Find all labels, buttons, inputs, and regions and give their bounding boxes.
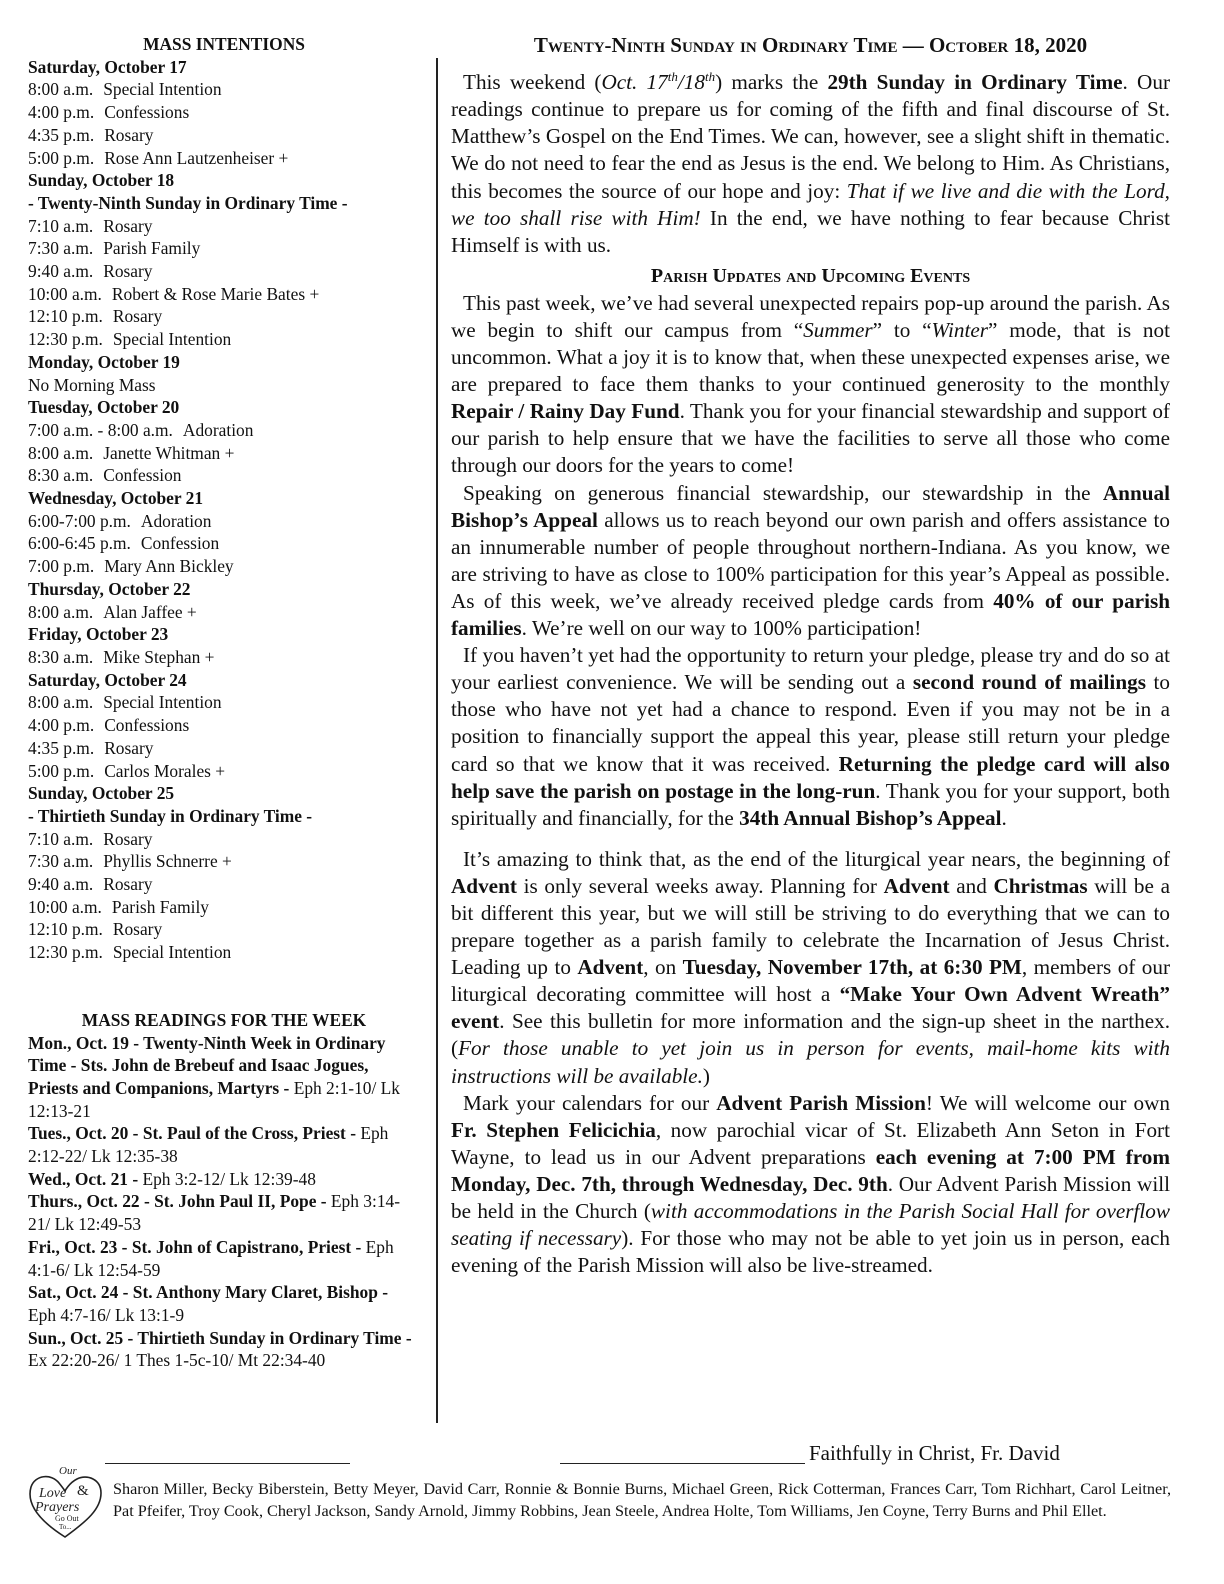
schedule-time: 9:40 a.m. [28,261,94,282]
svg-text:Prayers: Prayers [35,1500,80,1515]
schedule-entry [28,873,420,896]
schedule-time: 12:10 p.m. [28,919,103,940]
schedule-day-heading: Wednesday, October 21 [28,488,204,509]
schedule-time: 6:00-6:45 p.m. [28,533,131,554]
schedule-entry [28,760,420,783]
mass-intentions-title: MASS INTENTIONS [143,34,305,54]
reading-refs: Ex 22:20-26/ 1 Thes 1-5c-10/ Mt 22:34-40 [28,1350,326,1371]
mass-readings-section [28,1009,420,1372]
reading-refs: Eph 3:2-12/ Lk 12:39-48 [138,1168,316,1189]
schedule-day-subtitle: - Twenty-Ninth Sunday in Ordinary Time - [28,192,348,213]
reading-entry [28,1122,420,1167]
schedule-entry [28,374,420,397]
schedule-time: 8:00 a.m. [28,601,94,622]
schedule-entry [28,260,420,283]
schedule-intention: Rosary [112,919,163,940]
schedule-time: 8:00 a.m. [28,692,94,713]
schedule-time: 12:30 p.m. [28,942,103,963]
schedule-time: 8:30 a.m. [28,465,94,486]
reading-entry [28,1168,420,1191]
schedule-time: 12:30 p.m. [28,329,103,350]
reading-day: Mon., Oct. 19 - Twenty-Ninth Week in Ordinary Time - Sts. John de Brebeuf and Isaac Jogues, Priests and Companions, Martyrs - [28,1032,386,1098]
schedule-intention: Special Intention [103,692,222,713]
schedule-day-heading: Monday, October 19 [28,351,180,372]
svg-text:Our: Our [59,1465,77,1477]
signature: Faithfully in Christ, Fr. David [809,1441,1060,1465]
right-column [451,32,1170,1279]
schedule-intention: Carlos Morales + [104,760,226,781]
schedule-day-heading: Saturday, October 17 [28,56,187,77]
schedule-entry [28,124,420,147]
reading-refs: Eph 2:12-22/ Lk 12:35-38 [28,1123,389,1167]
schedule-intention: Rosary [103,215,153,236]
schedule-time: 7:30 a.m. [28,851,94,872]
schedule-entry [28,918,420,941]
section-heading-parish-updates: Parish Updates and Upcoming Events [650,264,971,287]
schedule-intention: Rose Ann Lautzenheiser + [104,147,289,168]
reading-refs: Eph 4:1-6/ Lk 12:54-59 [28,1236,394,1280]
schedule-time: 10:00 a.m. [28,283,102,304]
schedule-intention: Adoration [182,419,254,440]
schedule-intention: Adoration [140,510,212,531]
parish-mission-paragraph: Mark your calendars for our Advent Parish Mission! We will welcome our own Fr. Stephen Felicichia, now parochial vicar of St. Elizabeth Ann Seton in Fort Wayne, to lead us in our Advent preparations each evening at 7:00 PM from Monday, Dec. 7th, through Wednesday, Dec. 9th. Our Advent Parish Mission will be held in the Church (with accommodations in the Parish Social Hall for overflow seating if necessary). For those who may not be able to yet join us in person, each evening of the Parish Mission will also be live-streamed. [451,1090,1171,1278]
schedule-entry [28,691,420,714]
schedule-entry [28,419,420,442]
schedule-time: 9:40 a.m. [28,874,94,895]
schedule-entry [28,737,420,760]
schedule-entry [28,101,420,124]
schedule-entry [28,464,420,487]
schedule-intention: Special Intention [112,942,232,963]
schedule-time: 8:30 a.m. [28,646,94,667]
schedule-time: 5:00 p.m. [28,147,95,168]
schedule-day-subtitle: - Thirtieth Sunday in Ordinary Time - [28,805,313,826]
schedule-entry [28,305,420,328]
svg-text:&: & [77,1483,89,1499]
schedule-time: 10:00 a.m. [28,896,102,917]
reading-day: Tues., Oct. 20 - St. Paul of the Cross, Priest - [28,1123,356,1144]
schedule-day-heading: Tuesday, October 20 [28,397,180,418]
reading-day: Sat., Oct. 24 - St. Anthony Mary Claret, Bishop - [28,1282,389,1303]
schedule-entry [28,828,420,851]
schedule-entry [28,601,420,624]
schedule-time: 7:10 a.m. [28,215,94,236]
svg-text:Go Out: Go Out [55,1514,79,1523]
schedule-intention: Confessions [104,715,190,736]
schedule-time: 4:35 p.m. [28,737,95,758]
schedule-time: 5:00 p.m. [28,760,95,781]
reading-entry [28,1281,420,1326]
repairs-paragraph: This past week, we’ve had several unexpected repairs pop-up around the parish. As we begin to shift our campus from “Summer” to “Winter” mode, that is not uncommon. What a joy it is to know that, when these unexpected expenses arise, we are prepared to face them thanks to your continued generosity to the monthly Repair / Rainy Day Fund. Thank you for your financial stewardship and support of our parish to help ensure that we have the facilities to serve all those who come through our doors for the years to come! [451,290,1171,478]
schedule-time: 8:00 a.m. [28,442,94,463]
schedule-intention: Mary Ann Bickley [104,556,234,577]
schedule-time: No Morning Mass [28,374,156,395]
footer-rule-left [105,1463,350,1464]
schedule-intention: Rosary [112,306,163,327]
schedule-entry [28,147,420,170]
schedule-entry [28,283,420,306]
reading-refs: Eph 2:1-10/ Lk 12:13-21 [28,1077,400,1121]
schedule-time: 7:30 a.m. [28,238,94,259]
schedule-time: 12:10 p.m. [28,306,103,327]
schedule-entry [28,442,420,465]
reading-day: Sun., Oct. 25 - Thirtieth Sunday in Ordinary Time - [28,1327,412,1348]
schedule-entry [28,941,420,964]
reading-day: Fri., Oct. 23 - St. John of Capistrano, Priest - [28,1236,362,1257]
schedule-time: 4:00 p.m. [28,715,95,736]
footer-rule-right [560,1463,805,1464]
schedule-time: 7:00 p.m. [28,556,95,577]
schedule-intention: Janette Whitman + [103,442,235,463]
schedule-day-heading: Sunday, October 25 [28,783,175,804]
schedule-time: 6:00-7:00 p.m. [28,510,131,531]
reading-entry [28,1190,420,1235]
schedule-entry [28,714,420,737]
schedule-intention: Rosary [103,828,153,849]
advent-paragraph: It’s amazing to think that, as the end of the liturgical year nears, the beginning of Advent is only several weeks away. Planning for Advent and Christmas will be a bit different this year, but we will still be striving to do everything that we can to prepare together as a parish family to celebrate the Incarnation of Jesus Christ. Leading up to Advent, on Tuesday, November 17th, at 6:30 PM, members of our liturgical decorating committee will host a “Make Your Own Advent Wreath” event. See this bulletin for more information and the sign-up sheet in the narthex. (For those unable to yet join us in person for events, mail-home kits with instructions will be available.) [451,846,1171,1088]
reading-entry [28,1032,420,1123]
schedule-entry [28,646,420,669]
schedule-time: 7:10 a.m. [28,828,94,849]
schedule-intention: Mike Stephan + [103,646,215,667]
schedule-entry [28,555,420,578]
reading-refs: Eph 4:7-16/ Lk 13:1-9 [28,1304,185,1325]
schedule-intention: Rosary [104,124,154,145]
love-and-prayers-logo-icon [25,1463,105,1543]
schedule-entry [28,850,420,873]
schedule-entry [28,896,420,919]
intro-paragraph: This weekend (Oct. 17th/18th) marks the 29th Sunday in Ordinary Time. Our readings continue to prepare us for coming of the fifth and final discourse of St. Matthew’s Gospel on the End Times. We can, however, see a slight shift in thematic. We do not need to fear the end as Jesus is the end. We belong to Him. As Christians, this becomes the source of our hope and joy: That if we live and die with the Lord, we too shall rise with Him! In the end, we have nothing to fear because Christ Himself is with us. [451,69,1171,257]
schedule-intention: Special Intention [103,79,222,100]
schedule-time: 8:00 a.m. [28,79,94,100]
schedule-time: 4:00 p.m. [28,102,95,123]
mass-readings-title: MASS READINGS FOR THE WEEK [81,1009,367,1030]
prayer-list: Sharon Miller, Becky Biberstein, Betty Meyer, David Carr, Ronnie & Bonnie Burns, Michael Green, Rick Cotterman, Frances Carr, Tom Richhart, Carol Leitner, Pat Pfeifer, Troy Cook, Cheryl Jackson, Sandy Arnold, Jimmy Robbins, Jean Steele, Andrea Holte, Tom Williams, Jen Coyne, Terry Burns and Phil Ellet. [113,1480,1171,1521]
mass-intentions-list [28,56,420,964]
reading-day: Wed., Oct. 21 - [28,1168,139,1189]
mass-readings-list [28,1032,420,1373]
schedule-intention: Parish Family [103,238,201,259]
left-column [28,33,420,1372]
schedule-entry [28,215,420,238]
schedule-intention: Special Intention [112,329,232,350]
reading-entry [28,1236,420,1281]
schedule-intention: Alan Jaffee + [103,601,197,622]
svg-text:To...: To... [59,1523,72,1531]
schedule-time: 4:35 p.m. [28,124,95,145]
schedule-entry [28,532,420,555]
schedule-entry [28,510,420,533]
reading-day: Thurs., Oct. 22 - St. John Paul II, Pope - [28,1191,327,1212]
schedule-intention: Rosary [104,737,154,758]
schedule-day-heading: Thursday, October 22 [28,578,191,599]
schedule-intention: Robert & Rose Marie Bates + [111,283,320,304]
schedule-intention: Confessions [104,102,190,123]
column-divider [436,58,438,1423]
schedule-intention: Confession [140,533,220,554]
schedule-day-heading: Friday, October 23 [28,624,169,645]
schedule-time: 7:00 a.m. - 8:00 a.m. [28,419,173,440]
pledge-paragraph: If you haven’t yet had the opportunity to return your pledge, please try and do so at your earliest convenience. We will be sending out a second round of mailings to those who have not yet had a chance to respond. Even if you may not be in a position to financially support the appeal this year, please still return your pledge card so that we know that it was received. Returning the pledge card will also help save the parish on postage in the long-run. Thank you for your support, both spiritually and financially, for the 34th Annual Bishop’s Appeal. [451,643,1170,830]
schedule-entry [28,328,420,351]
schedule-intention: Parish Family [111,896,210,917]
schedule-entry [28,237,420,260]
page-title: Twenty-Ninth Sunday in Ordinary Time — October 18, 2020 [533,33,1088,57]
schedule-intention: Confession [103,465,182,486]
schedule-entry [28,78,420,101]
schedule-intention: Phyllis Schnerre + [103,851,232,872]
svg-text:Love: Love [39,1486,67,1501]
reading-entry [28,1327,420,1372]
schedule-day-heading: Saturday, October 24 [28,669,187,690]
schedule-intention: Rosary [103,261,153,282]
schedule-intention: Rosary [103,874,153,895]
reading-refs: Eph 3:14-21/ Lk 12:49-53 [28,1191,400,1235]
bishops-appeal-paragraph: Speaking on generous financial stewardship, our stewardship in the Annual Bishop’s Appeal allows us to reach beyond our own parish and offers assistance to an innumerable number of people throughout northern-Indiana. As you know, we are striving to have as close to 100% participation for this year’s Appeal as possible. As of this week, we’ve already received pledge cards from 40% of our parish families. We’re well on our way to 100% participation! [451,480,1170,641]
schedule-day-heading: Sunday, October 18 [28,170,175,191]
